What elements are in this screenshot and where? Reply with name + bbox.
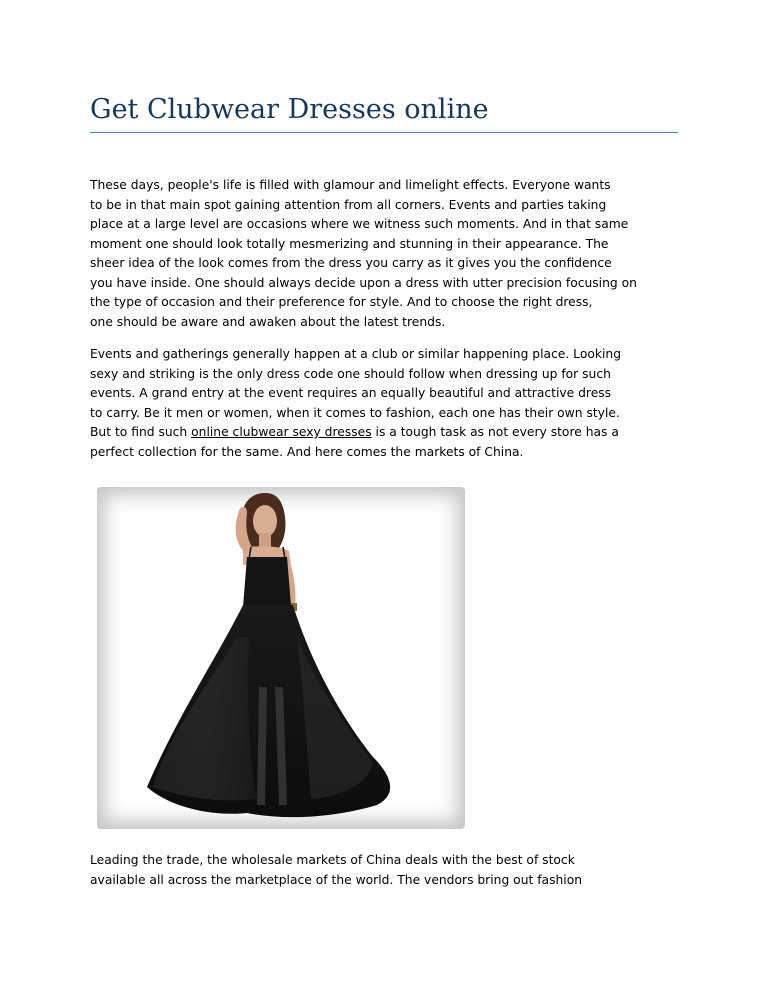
paragraph-line: place at a large level are occasions where we witness such moments. And in that same	[90, 217, 629, 231]
paragraph-line: sexy and striking is the only dress code one should follow when dressing up for such	[90, 366, 611, 381]
paragraph-line: These days, people's life is filled with glamour and limelight effects. Everyone wants	[90, 178, 611, 192]
paragraph-line-with-link	[90, 423, 690, 443]
paragraph-line: Events and gatherings generally happen at a club or similar happening place. Looking	[90, 347, 622, 361]
page-title: Get Clubwear Dresses online	[90, 94, 489, 125]
paragraph-line: the type of occasion and their preference for style. And to choose the right dress,	[90, 295, 593, 309]
paragraph-line: one should be aware and awaken about the latest trends.	[90, 314, 446, 329]
bodice-shape	[243, 557, 291, 607]
paragraph-line: available all across the marketplace of the world. The vendors bring out fashion	[90, 872, 583, 887]
paragraph-line: Leading the trade, the wholesale markets of China deals with the best of stock	[90, 853, 575, 867]
paragraph-line: to carry. Be it men or women, when it comes to fashion, each one has their own style.	[90, 405, 620, 420]
paragraph-trade	[90, 851, 690, 890]
paragraph-events	[90, 345, 690, 462]
paragraph-intro	[90, 176, 690, 332]
clubwear-dresses-link[interactable]: online clubwear sexy dresses	[191, 425, 372, 439]
paragraph-line: events. A grand entry at the event requires an equally beautiful and attractive dress	[90, 386, 612, 400]
paragraph-line: to be in that main spot gaining attention from all corners. Events and parties taking	[90, 197, 607, 212]
face-shape	[253, 505, 277, 537]
paragraph-line: you have inside. One should always decide upon a dress with utter precision focusing on	[90, 275, 637, 290]
paragraph-text: is a tough task as not every store has a	[371, 425, 619, 439]
title-underline	[90, 132, 678, 133]
paragraph-line: perfect collection for the same. And here comes the markets of China.	[90, 444, 524, 459]
dress-photo-illustration	[97, 487, 465, 829]
paragraph-line: moment one should look totally mesmerizing and stunning in their appearance. The	[90, 236, 609, 251]
dress-photo	[97, 487, 465, 829]
paragraph-text: But to find such	[90, 425, 192, 439]
sheer-layer-shape	[153, 637, 257, 801]
paragraph-line: sheer idea of the look comes from the dress you carry as it gives you the confidence	[90, 256, 612, 270]
